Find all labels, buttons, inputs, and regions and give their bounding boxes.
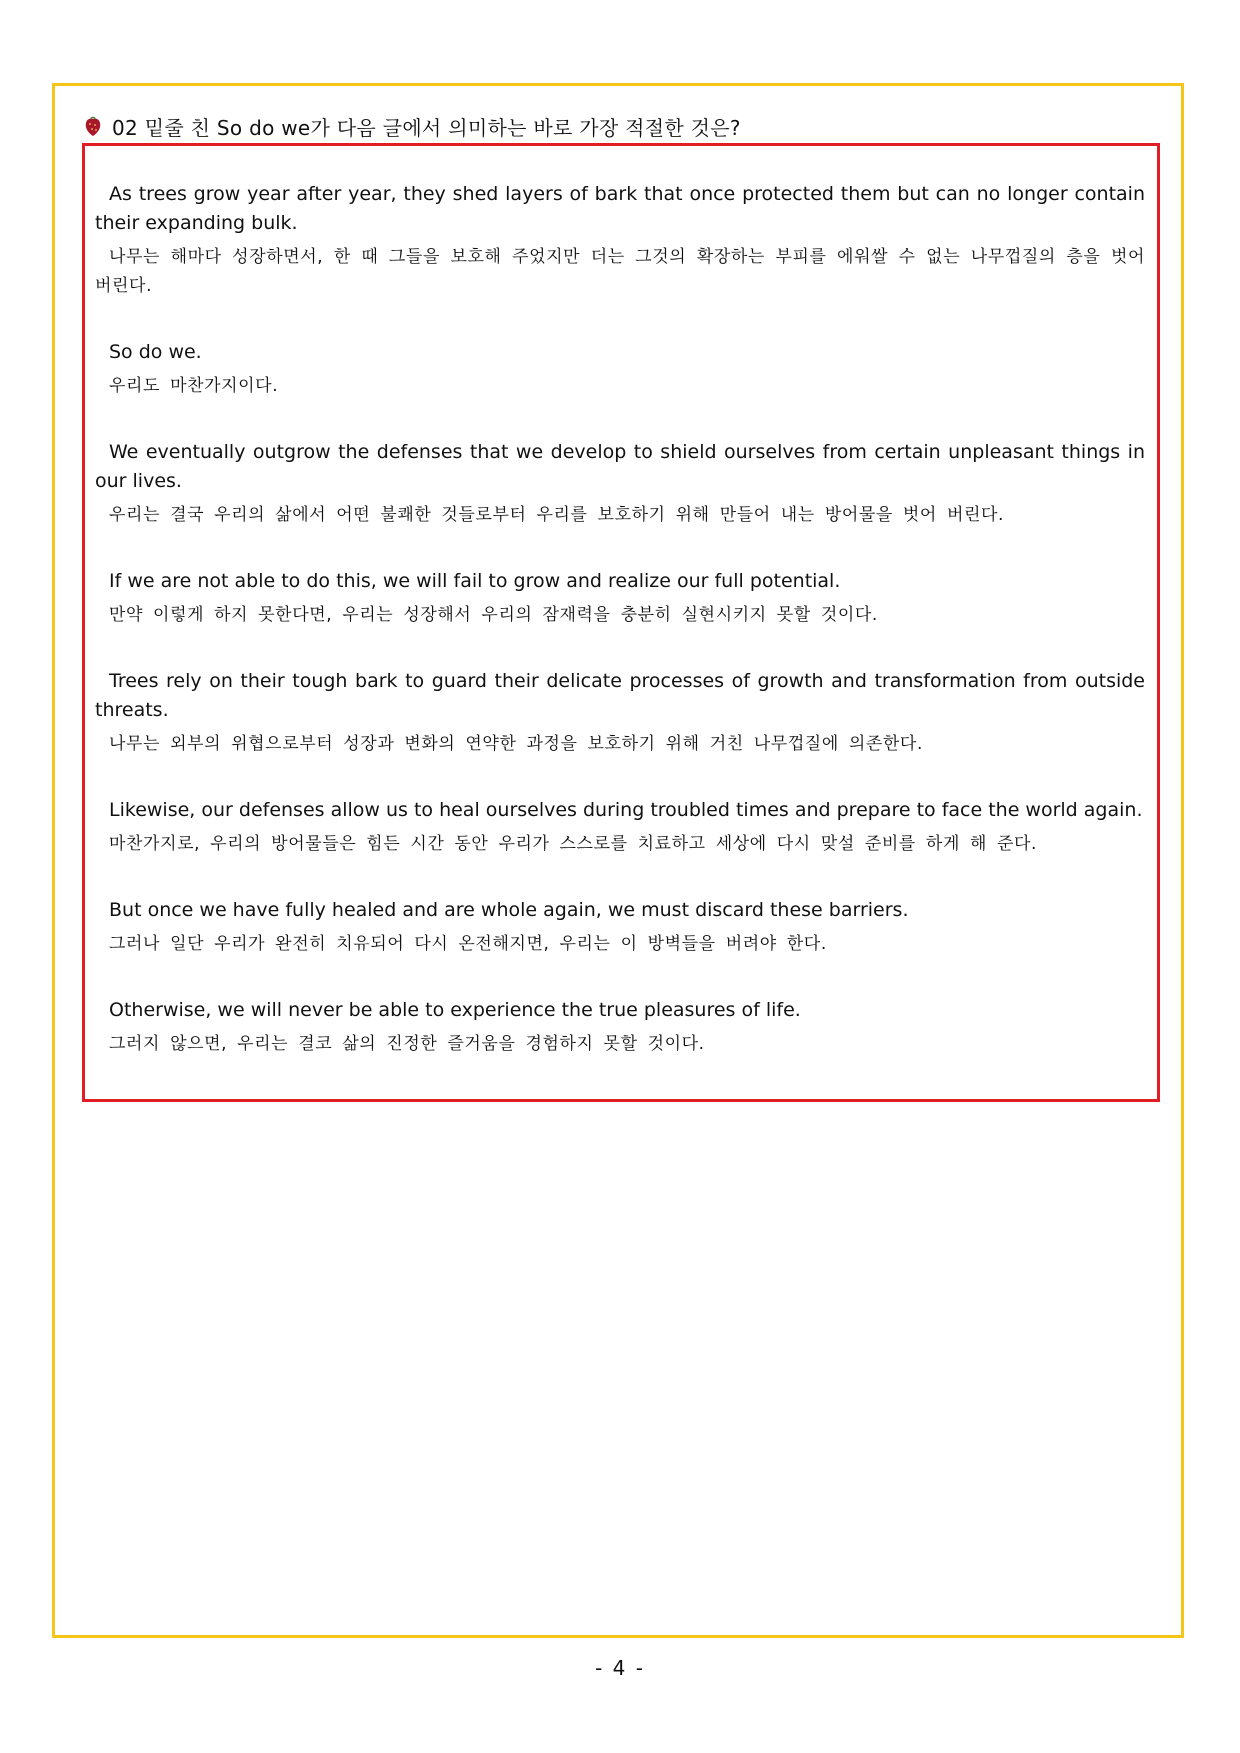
english-sentence: Otherwise, we will never be able to experience the true pleasures of life. (109, 999, 801, 1021)
korean-translation: 우리도 마찬가지이다. (109, 376, 279, 396)
english-sentence: Trees rely on their tough bark to guard their delicate processes of growth and transformation from outside threats. (95, 670, 1145, 721)
korean-translation: 그러지 않으면, 우리는 결코 삶의 진정한 즐거움을 경험하지 못할 것이다. (109, 1034, 705, 1054)
korean-translation: 나무는 해마다 성장하면서, 한 때 그들을 보호해 주었지만 더는 그것의 확장하는 부피를 에워쌀 수 없는 나무껍질의 층을 벗어 버린다. (95, 247, 1145, 296)
korean-translation: 마찬가지로, 우리의 방어물들은 힘든 시간 동안 우리가 스스로를 치료하고 세상에 다시 맞설 준비를 하게 해 준다. (109, 834, 1038, 854)
page-number: - 4 - (595, 1656, 645, 1680)
korean-translation: 우리는 결국 우리의 삶에서 어떤 불쾌한 것들로부터 우리를 보호하기 위해 만들어 내는 방어물을 벗어 버린다. (109, 505, 1005, 525)
english-sentence: But once we have fully healed and are whole again, we must discard these barriers. (109, 899, 909, 921)
english-sentence: If we are not able to do this, we will fail to grow and realize our full potential. (109, 570, 841, 592)
passage-content (95, 180, 1145, 1059)
korean-translation: 만약 이렇게 하지 못한다면, 우리는 성장해서 우리의 잠재력을 충분히 실현시키지 못할 것이다. (109, 605, 878, 625)
passage-paragraph (95, 796, 1145, 859)
passage-paragraph (95, 180, 1145, 301)
passage-paragraph (95, 438, 1145, 530)
english-sentence: As trees grow year after year, they shed layers of bark that once protected them but can no longer contain their expanding bulk. (95, 183, 1145, 234)
english-sentence: Likewise, our defenses allow us to heal ourselves during troubled times and prepare to face the world again. (109, 799, 1143, 821)
question-text: 02 밑줄 친 So do we가 다음 글에서 의미하는 바로 가장 적절한 것은? (112, 115, 741, 140)
passage-paragraph (95, 567, 1145, 630)
korean-translation: 그러나 일단 우리가 완전히 치유되어 다시 온전해지면, 우리는 이 방벽들을 버려야 한다. (109, 934, 827, 954)
passage-paragraph (95, 667, 1145, 759)
passage-paragraph (95, 896, 1145, 959)
passage-box (82, 143, 1160, 1102)
strawberry-bullet-icon (84, 115, 102, 137)
english-sentence: So do we. (109, 341, 202, 363)
passage-paragraph (95, 996, 1145, 1059)
question-header (84, 111, 741, 141)
english-sentence: We eventually outgrow the defenses that we develop to shield ourselves from certain unpleasant things in our lives. (95, 441, 1145, 492)
korean-translation: 나무는 외부의 위협으로부터 성장과 변화의 연약한 과정을 보호하기 위해 거친 나무껍질에 의존한다. (109, 734, 923, 754)
passage-paragraph (95, 338, 1145, 401)
